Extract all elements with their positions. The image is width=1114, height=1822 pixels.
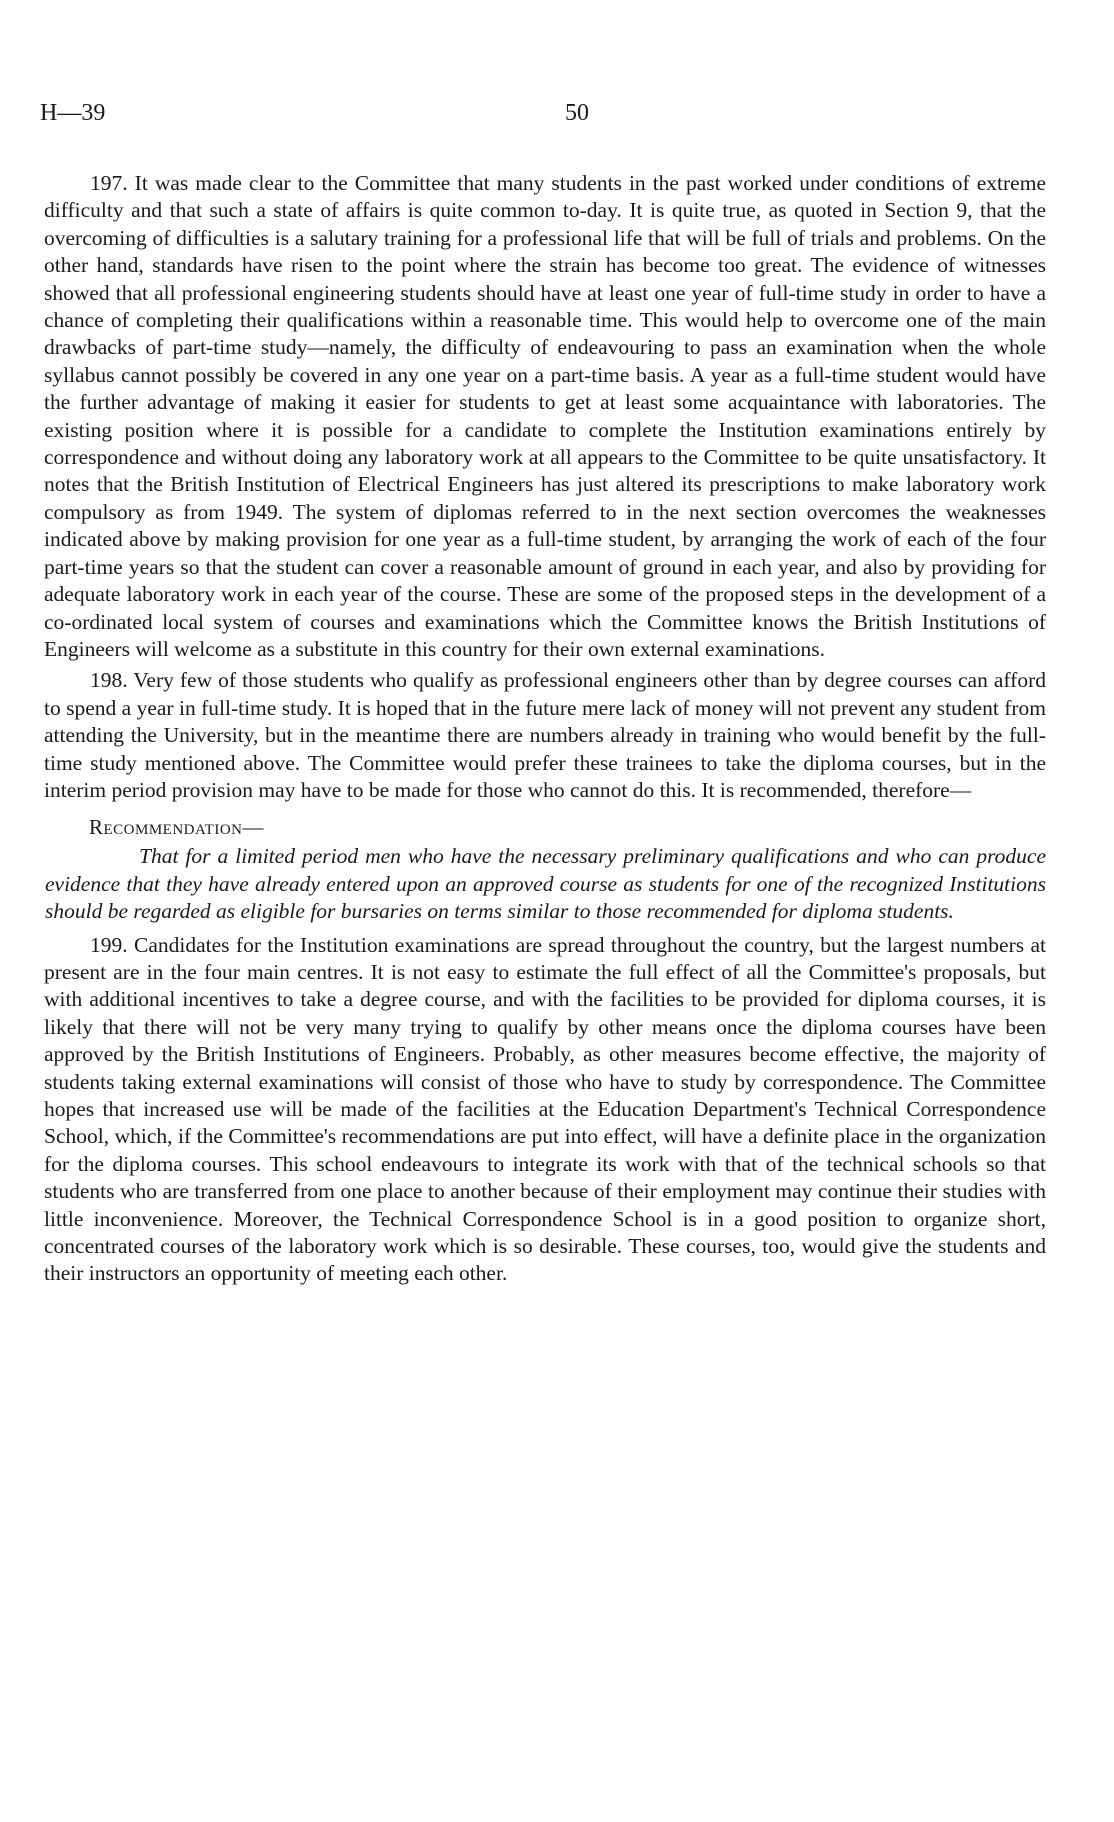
page-header: [40, 100, 1040, 132]
recommendation-text: That for a limited period men who have the necessary preliminary qualifications and who can produce evidence that they have already entered upon an approved course as students for one of the recognized Institutions should be regarded as eligible for bursaries on terms similar to those recommended for diploma students.: [45, 844, 1046, 924]
recommendation-heading: Recommendation—: [89, 815, 265, 840]
page-number: 50: [565, 100, 589, 126]
document-reference: H—39: [40, 100, 106, 126]
paragraph-198: 198. Very few of those students who qualify as professional engineers other than by degree courses can afford to spend a year in full-time study. It is hoped that in the future mere lack of money will not prevent any student from attending the University, but in the meantime there are numbers already in training who would benefit by the full-time study mentioned above. The Committee would prefer these trainees to take the diploma courses, but in the interim period provision may have to be made for those who cannot do this. It is recommended, therefore—: [44, 668, 1046, 802]
page-body: [44, 170, 1046, 1288]
paragraph-197: 197. It was made clear to the Committee that many students in the past worked under conditions of extreme difficulty and that such a state of affairs is quite common to-day. It is quite true, as quoted in Section 9, that the overcoming of difficulties is a salutary training for a professional life that will be full of trials and problems. On the other hand, standards have risen to the point where the strain has become too great. The evidence of witnesses showed that all professional engineering students should have at least one year of full-time study in order to have a chance of completing their qualifications within a reasonable time. This would help to overcome one of the main drawbacks of part-time study—namely, the difficulty of endeavouring to pass an examination when the whole syllabus cannot possibly be covered in any one year on a part-time basis. A year as a full-time student would have the further advantage of making it easier for students to get at least some acquaintance with laboratories. The existing position where it is possible for a candidate to complete the Institution examinations entirely by correspondence and without doing any laboratory work at all appears to the Committee to be quite unsatisfactory. It notes that the British Institution of Electrical Engineers has just altered its prescriptions to make laboratory work compulsory as from 1949. The system of diplomas referred to in the next section overcomes the weaknesses indicated above by making provision for one year as a full-time student, by arranging the work of each of the four part-time years so that the student can cover a reasonable amount of ground in each year, and also by providing for adequate laboratory work in each year of the course. These are some of the proposed steps in the development of a co-ordinated local system of courses and examinations which the Committee knows the British Institutions of Engineers will welcome as a substitute in this country for their own external examinations.: [44, 171, 1046, 661]
paragraph-199: 199. Candidates for the Institution examinations are spread throughout the country, but the largest numbers at present are in the four main centres. It is not easy to estimate the full effect of all the Committee's proposals, but with additional incentives to take a degree course, and with the facilities to be provided for diploma courses, it is likely that there will not be very many trying to qualify by other means once the diploma courses have been approved by the British Institutions of Engineers. Probably, as other measures become effective, the majority of students taking external examinations will consist of those who have to study by correspondence. The Committee hopes that increased use will be made of the facilities at the Education Department's Technical Correspondence School, which, if the Committee's recommendations are put into effect, will have a definite place in the organization for the diploma courses. This school endeavours to integrate its work with that of the technical schools so that students who are transferred from one place to another because of their employment may continue their studies with little inconvenience. Moreover, the Technical Correspondence School is in a good position to organize short, concentrated courses of the laboratory work which is so desirable. These courses, too, would give the students and their instructors an opportunity of meeting each other.: [44, 932, 1046, 1286]
